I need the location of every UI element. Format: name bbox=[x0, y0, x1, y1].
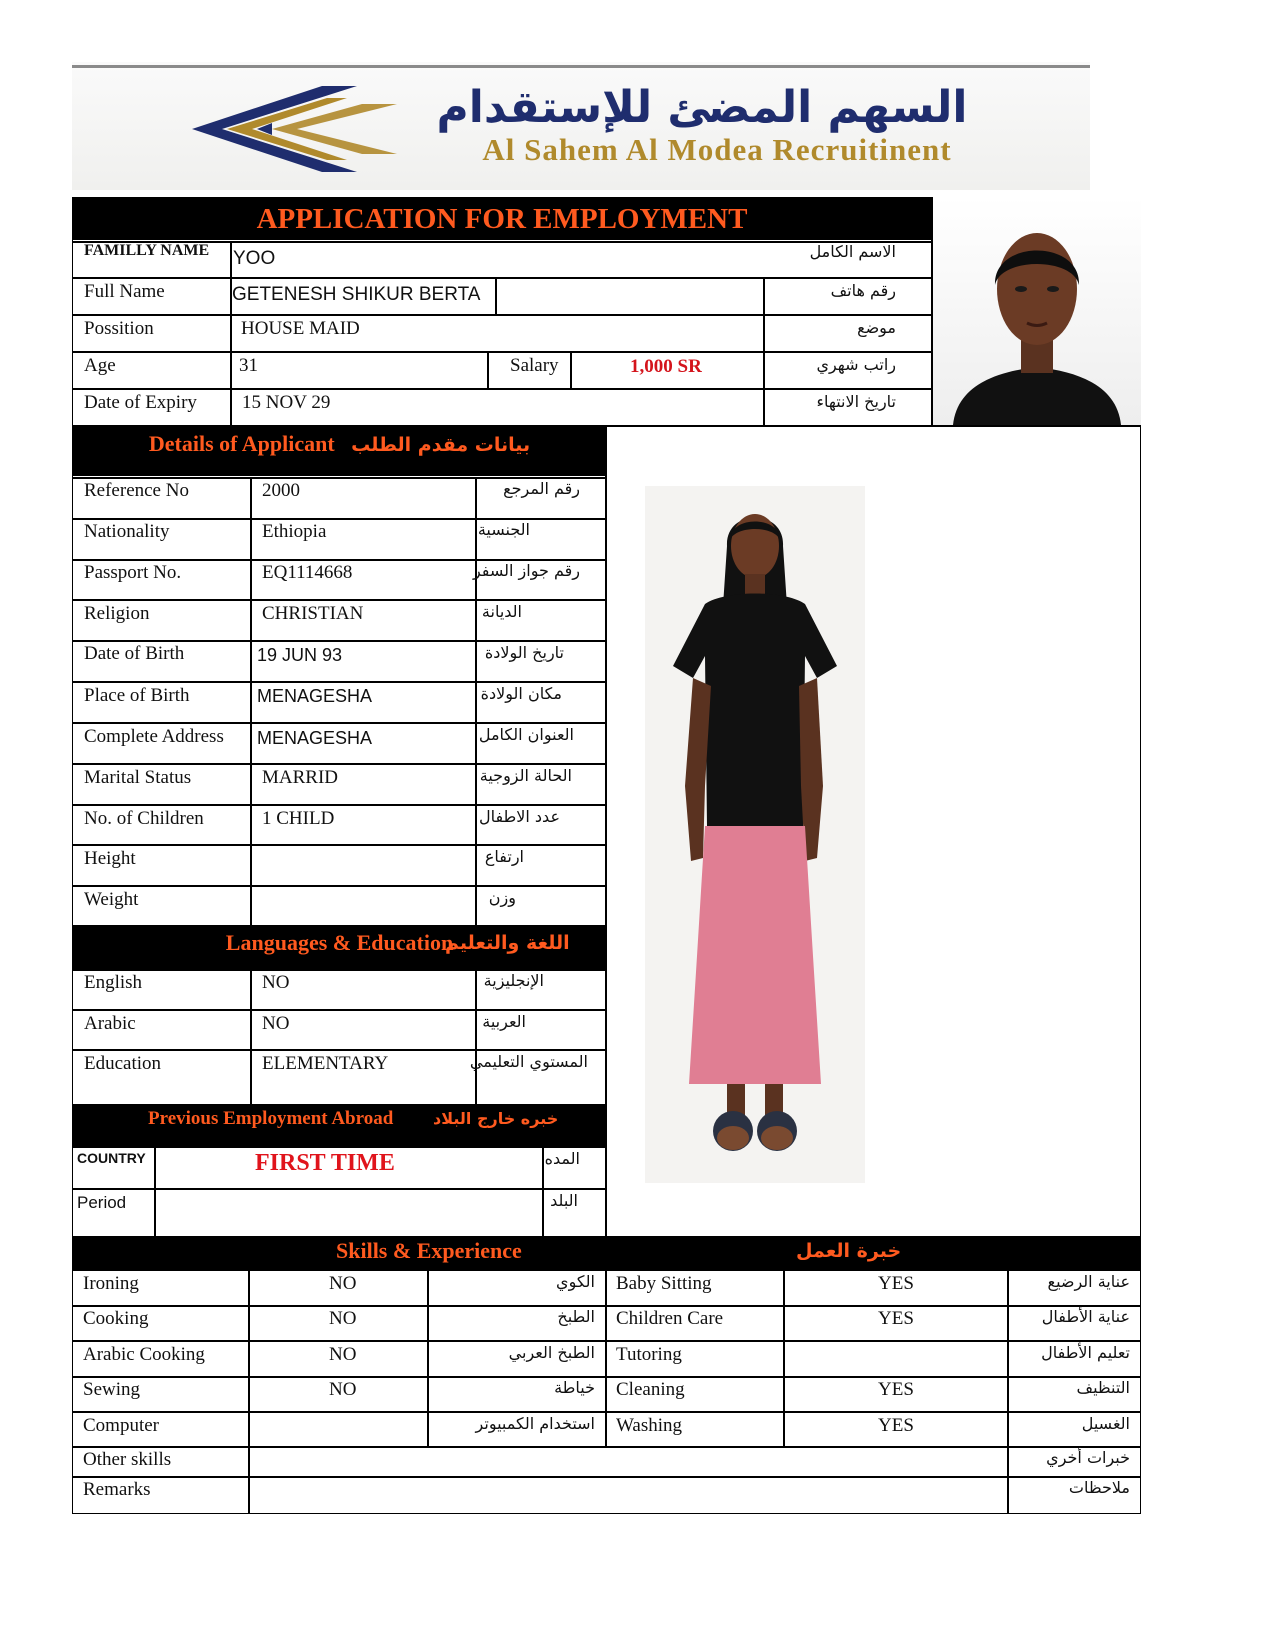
skill-label-ar: خياطة bbox=[554, 1378, 595, 1397]
passport-label-ar: رقم جواز السفر bbox=[472, 561, 580, 580]
skill-label-ar: الكوي bbox=[556, 1272, 595, 1291]
skills-col-rule bbox=[1007, 1269, 1009, 1514]
skill-label: Cleaning bbox=[616, 1379, 685, 1400]
skill-label-ar: الطبخ bbox=[557, 1307, 595, 1326]
expiry-label: Date of Expiry bbox=[84, 392, 197, 413]
marital-label-ar: الحالة الزوجية bbox=[479, 766, 572, 785]
passport-value: EQ1114668 bbox=[262, 562, 353, 583]
skill-label: Washing bbox=[616, 1415, 683, 1436]
salary-value: 1,000 SR bbox=[630, 356, 702, 377]
top-col-rule bbox=[570, 351, 572, 388]
skills-heading-ar: خبرة العمل bbox=[796, 1240, 902, 1262]
education-label-ar: المستوي التعليمي bbox=[469, 1052, 588, 1071]
marital-label: Marital Status bbox=[84, 767, 192, 788]
expiry-value: 15 NOV 29 bbox=[242, 392, 331, 413]
skill-value: YES bbox=[878, 1308, 914, 1329]
skill-value: NO bbox=[329, 1379, 357, 1400]
languages-heading-en: Languages & Education bbox=[225, 930, 454, 955]
top-row-rule bbox=[73, 314, 933, 316]
age-label-ar: راتب شهري bbox=[816, 355, 896, 374]
skill-label: Tutoring bbox=[616, 1344, 682, 1365]
skills-row-rule bbox=[73, 1269, 1141, 1271]
skill-label: Baby Sitting bbox=[616, 1273, 712, 1294]
previous-row-rule bbox=[73, 1188, 606, 1190]
nationality-value: Ethiopia bbox=[262, 521, 327, 542]
religion-value: CHRISTIAN bbox=[262, 603, 364, 624]
skill-value: NO bbox=[329, 1308, 357, 1329]
languages-heading-ar: اللغة والتعليم bbox=[445, 932, 570, 954]
top-col-rule bbox=[230, 241, 232, 426]
dob-label-ar: تاريخ الولادة bbox=[484, 643, 564, 662]
skill-value: YES bbox=[878, 1379, 914, 1400]
remarks-label: Remarks bbox=[83, 1479, 151, 1500]
period-label: Period bbox=[77, 1193, 127, 1212]
arabic-value: NO bbox=[262, 1013, 290, 1034]
languages-col-rule bbox=[250, 969, 252, 1104]
country-value: FIRST TIME bbox=[255, 1150, 395, 1176]
details-row-rule bbox=[73, 681, 606, 683]
skills-row-rule bbox=[73, 1376, 1141, 1378]
skill-value: YES bbox=[878, 1415, 914, 1436]
reference-value: 2000 bbox=[262, 480, 300, 501]
full-name-label: Full Name bbox=[84, 281, 165, 302]
pob-value: MENAGESHA bbox=[257, 686, 373, 706]
details-row-rule bbox=[73, 722, 606, 724]
banner-top-rule bbox=[72, 65, 1090, 68]
country-label-ar: المده bbox=[544, 1149, 580, 1168]
position-value: HOUSE MAID bbox=[241, 318, 360, 339]
age-value: 31 bbox=[239, 355, 258, 376]
family-name-label: FAMILLY NAME bbox=[84, 242, 210, 259]
top-col-rule bbox=[931, 197, 933, 426]
logo-banner bbox=[72, 62, 1090, 190]
skill-label-ar: تعليم الأطفال bbox=[1041, 1343, 1130, 1362]
details-heading-en: Details of Applicant bbox=[148, 431, 335, 456]
details-col-rule bbox=[475, 477, 477, 925]
height-label: Height bbox=[84, 848, 136, 869]
country-label: COUNTRY bbox=[77, 1150, 146, 1166]
skills-row-rule bbox=[73, 1340, 1141, 1342]
details-row-rule bbox=[73, 599, 606, 601]
skill-value: NO bbox=[329, 1273, 357, 1294]
full-name-value: GETENESH SHIKUR BERTA bbox=[232, 284, 481, 305]
weight-label: Weight bbox=[84, 889, 139, 910]
applicant-portrait bbox=[933, 197, 1141, 425]
previous-heading-en: Previous Employment Abroad bbox=[148, 1108, 394, 1129]
religion-label-ar: الديانة bbox=[481, 602, 522, 621]
skills-row-rule bbox=[73, 1476, 1141, 1478]
children-label: No. of Children bbox=[84, 808, 204, 829]
details-row-rule bbox=[73, 844, 606, 846]
skills-col-rule bbox=[427, 1269, 429, 1447]
english-value: NO bbox=[262, 972, 290, 993]
skills-row-rule bbox=[73, 1446, 1141, 1448]
salary-label: Salary bbox=[510, 355, 559, 376]
weight-label-ar: وزن bbox=[488, 888, 516, 907]
children-value: 1 CHILD bbox=[262, 808, 335, 829]
address-label-ar: العنوان الكامل bbox=[478, 725, 574, 744]
pob-label-ar: مكان الولادة bbox=[480, 684, 562, 703]
other-skills-label: Other skills bbox=[83, 1449, 172, 1470]
logo-arabic-name: السهم المضئ للإستقدام bbox=[436, 82, 968, 133]
reference-label-ar: رقم المرجع bbox=[503, 479, 580, 498]
skill-label-ar: استخدام الكمبيوتر bbox=[475, 1414, 595, 1433]
details-heading bbox=[73, 427, 606, 476]
details-row-rule bbox=[73, 804, 606, 806]
religion-label: Religion bbox=[84, 603, 150, 624]
details-row-rule bbox=[73, 885, 606, 887]
languages-row-rule bbox=[73, 1009, 606, 1011]
skill-label-ar: الطبخ العربي bbox=[508, 1343, 595, 1362]
skill-label: Children Care bbox=[616, 1308, 724, 1329]
pob-label: Place of Birth bbox=[84, 685, 190, 706]
address-value: MENAGESHA bbox=[257, 728, 373, 748]
family-name-value: YOO bbox=[233, 248, 276, 269]
skills-col-rule bbox=[605, 1269, 607, 1447]
skill-label: Arabic Cooking bbox=[83, 1344, 205, 1365]
previous-row-rule bbox=[73, 1146, 606, 1148]
height-label-ar: ارتفاع bbox=[484, 847, 524, 866]
nationality-label: Nationality bbox=[84, 521, 170, 542]
skills-col-rule bbox=[783, 1269, 785, 1447]
details-heading-ar: بيانات مقدم الطلب bbox=[351, 434, 531, 456]
education-label: Education bbox=[84, 1053, 162, 1074]
skill-label: Computer bbox=[83, 1415, 159, 1436]
passport-label: Passport No. bbox=[84, 562, 182, 583]
english-label: English bbox=[84, 972, 143, 993]
address-label: Complete Address bbox=[84, 726, 224, 747]
dob-label: Date of Birth bbox=[84, 643, 185, 664]
top-col-rule bbox=[763, 277, 765, 425]
languages-col-rule bbox=[475, 969, 477, 1104]
details-col-rule bbox=[250, 477, 252, 925]
languages-row-rule bbox=[73, 1049, 606, 1051]
previous-col-rule bbox=[154, 1146, 156, 1236]
position-label-ar: موضع bbox=[857, 318, 896, 337]
languages-heading bbox=[73, 926, 606, 969]
skill-value: NO bbox=[329, 1344, 357, 1365]
skills-heading bbox=[73, 1236, 1140, 1269]
period-label-ar: البلد bbox=[550, 1191, 578, 1210]
reference-label: Reference No bbox=[84, 480, 189, 501]
skills-row-rule bbox=[73, 1411, 1141, 1413]
marital-value: MARRID bbox=[262, 767, 339, 788]
dob-value: 19 JUN 93 bbox=[257, 645, 343, 665]
previous-heading-ar: خبره خارج البلاد bbox=[433, 1109, 559, 1128]
other-skills-label-ar: خبرات أخري bbox=[1046, 1448, 1130, 1467]
education-value: ELEMENTARY bbox=[262, 1053, 389, 1074]
skill-label-ar: التنظيف bbox=[1076, 1378, 1130, 1397]
skill-label: Ironing bbox=[83, 1273, 139, 1294]
english-label-ar: الإنجليزية bbox=[483, 971, 544, 990]
previous-heading bbox=[73, 1104, 606, 1146]
family-name-label-ar: الاسم الكامل bbox=[809, 242, 896, 261]
details-row-rule bbox=[73, 640, 606, 642]
skill-label: Cooking bbox=[83, 1308, 149, 1329]
full-name-label-ar: رقم هاتف bbox=[830, 281, 896, 300]
skill-label-ar: الغسيل bbox=[1081, 1414, 1130, 1433]
previous-col-rule bbox=[542, 1146, 544, 1236]
top-row-rule bbox=[73, 351, 933, 353]
remarks-label-ar: ملاحظات bbox=[1068, 1478, 1130, 1497]
age-label: Age bbox=[84, 355, 116, 376]
skill-label-ar: عناية الرضيع bbox=[1047, 1272, 1130, 1291]
top-col-rule bbox=[495, 277, 497, 314]
skills-row-rule bbox=[73, 1305, 1141, 1307]
children-label-ar: عدد الاطفال bbox=[478, 807, 560, 826]
expiry-label-ar: تاريخ الانتهاء bbox=[816, 392, 896, 411]
form-title: APPLICATION FOR EMPLOYMENT bbox=[73, 198, 931, 240]
logo-english-name: Al Sahem Al Modea Recruitinent bbox=[482, 132, 952, 167]
top-col-rule bbox=[487, 351, 489, 388]
details-row-rule bbox=[73, 763, 606, 765]
arabic-label-ar: العربية bbox=[482, 1012, 526, 1031]
nationality-label-ar: الجنسية bbox=[477, 520, 530, 539]
skills-heading-en: Skills & Experience bbox=[336, 1238, 522, 1263]
skill-value: YES bbox=[878, 1273, 914, 1294]
arabic-label: Arabic bbox=[84, 1013, 136, 1034]
skills-col-rule bbox=[248, 1269, 250, 1514]
skill-label: Sewing bbox=[83, 1379, 140, 1400]
position-label: Possition bbox=[84, 318, 154, 339]
top-row-rule bbox=[73, 388, 933, 390]
skill-label-ar: عناية الأطفال bbox=[1041, 1307, 1130, 1326]
applicant-full-photo bbox=[645, 486, 865, 1183]
top-row-rule bbox=[73, 277, 933, 279]
